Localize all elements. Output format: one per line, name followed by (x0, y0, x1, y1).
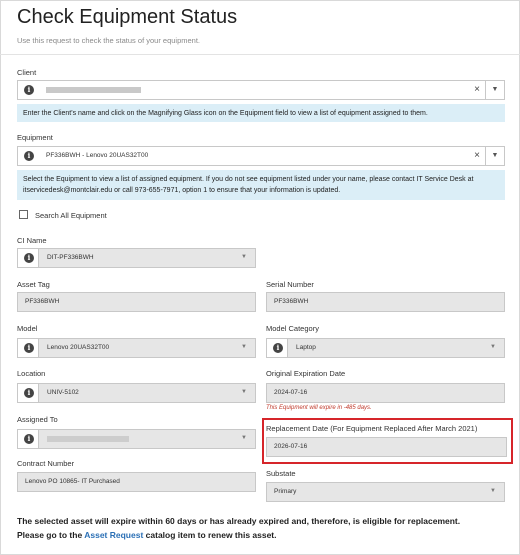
replacement-date-field[interactable] (266, 437, 507, 457)
assigned-to-field[interactable] (17, 429, 256, 449)
message-prefix: Please go to the (17, 530, 85, 540)
model-category-value: Laptop (296, 344, 316, 351)
model-label: Model (17, 324, 38, 333)
chevron-down-icon: ▼ (241, 389, 247, 395)
contract-number-value: Lenovo PO 10865- IT Purchased (25, 478, 120, 485)
model-value: Lenovo 20UAS32T00 (47, 344, 110, 351)
search-all-checkbox[interactable] (19, 210, 28, 219)
location-label: Location (17, 369, 46, 378)
search-all-label[interactable]: Search All Equipment (35, 211, 107, 220)
substate-field[interactable] (266, 482, 505, 502)
expiration-warning: This Equipment will expire in -485 days. (266, 405, 372, 411)
replacement-date-label: Replacement Date (For Equipment Replaced After March 2021) (266, 424, 478, 433)
chevron-down-icon: ▼ (241, 344, 247, 350)
model-field[interactable] (17, 338, 256, 358)
chevron-down-icon: ▼ (490, 344, 496, 350)
ci-name-field[interactable] (17, 248, 256, 268)
equipment-value: PF336BWH - Lenovo 20UAS32T00 (46, 152, 149, 159)
client-help-text: Enter the Client's name and click on the Magnifying Glass icon on the Equipment field to view a list of equipment assigned to them. (17, 104, 505, 122)
equipment-help-text: Select the Equipment to view a list of assigned equipment. If you do not see equipment listed under your name, please contact IT Service Desk at itservicedesk@montclair.edu or call 973-655-7971, option 1 to ensure that your information is updated. (17, 170, 505, 200)
client-value-redacted (46, 87, 141, 93)
chevron-down-icon: ▼ (241, 254, 247, 260)
info-icon[interactable]: i (24, 85, 34, 95)
chevron-down-icon[interactable]: ▼ (485, 147, 504, 165)
info-icon[interactable]: i (24, 434, 34, 444)
assigned-to-label: Assigned To (17, 415, 58, 424)
clear-icon[interactable]: × (474, 84, 480, 95)
eligibility-message-line1: The selected asset will expire within 60 days or has already expired and, therefore, is eligible for replacement. (17, 516, 461, 526)
asset-tag-field[interactable] (17, 292, 256, 312)
asset-request-link[interactable]: Asset Request (84, 530, 144, 540)
client-field[interactable] (17, 80, 505, 100)
chevron-down-icon[interactable]: ▼ (485, 81, 504, 99)
original-expiration-label: Original Expiration Date (266, 369, 346, 378)
original-expiration-field[interactable] (266, 383, 505, 403)
info-icon[interactable]: i (24, 388, 34, 398)
assigned-to-redacted (47, 436, 129, 442)
info-icon[interactable]: i (24, 253, 34, 263)
serial-number-field[interactable] (266, 292, 505, 312)
serial-number-value: PF336BWH (274, 298, 309, 305)
chevron-down-icon: ▼ (490, 488, 496, 494)
info-icon[interactable]: i (273, 343, 283, 353)
page-title: Check Equipment Status (17, 6, 238, 28)
location-value: UNIV-5102 (47, 389, 79, 396)
contract-number-field[interactable] (17, 472, 256, 492)
location-field[interactable] (17, 383, 256, 403)
message-suffix: catalog item to renew this asset. (143, 530, 277, 540)
asset-tag-value: PF336BWH (25, 298, 60, 305)
header-divider (0, 54, 520, 55)
info-icon[interactable]: i (24, 343, 34, 353)
info-icon[interactable]: i (24, 151, 34, 161)
substate-label: Substate (266, 469, 296, 478)
contract-number-label: Contract Number (17, 459, 75, 468)
eligibility-message (17, 514, 512, 542)
ci-name-label: CI Name (17, 236, 47, 245)
page-subtitle: Use this request to check the status of your equipment. (17, 36, 201, 45)
ci-name-value: DIT-PF336BWH (47, 254, 94, 261)
clear-icon[interactable]: × (474, 150, 480, 161)
replacement-date-value: 2026-07-16 (274, 443, 308, 450)
client-label: Client (17, 68, 37, 77)
equipment-label: Equipment (17, 133, 53, 142)
eligibility-message-line2 (17, 528, 512, 542)
serial-number-label: Serial Number (266, 280, 314, 289)
equipment-field[interactable] (17, 146, 505, 166)
asset-tag-label: Asset Tag (17, 280, 50, 289)
model-category-field[interactable] (266, 338, 505, 358)
model-category-label: Model Category (266, 324, 319, 333)
original-expiration-value: 2024-07-16 (274, 389, 308, 396)
substate-value: Primary (274, 488, 297, 495)
chevron-down-icon: ▼ (241, 435, 247, 441)
